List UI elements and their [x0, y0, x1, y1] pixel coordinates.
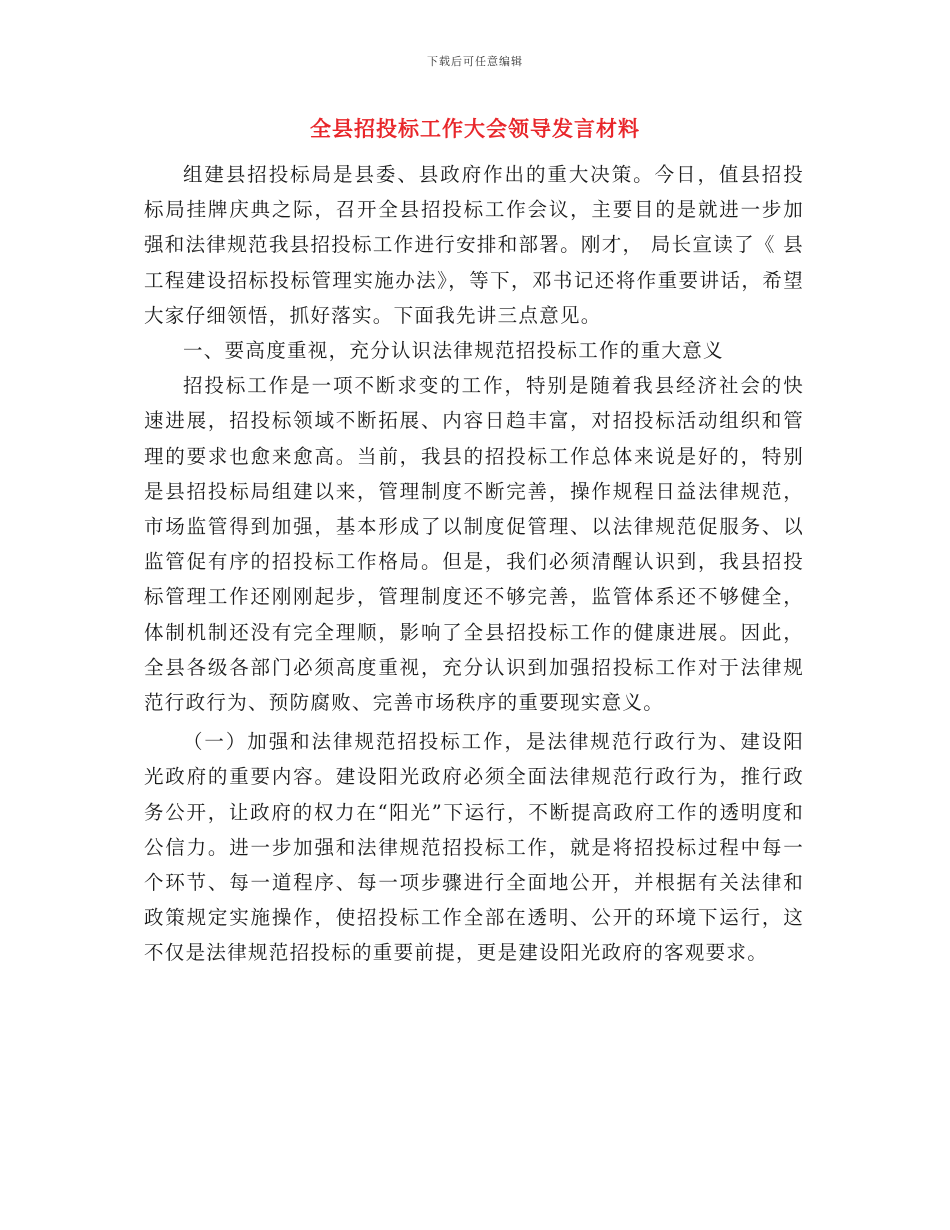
paragraph-intro: 组建县招投标局是县委、县政府作出的重大决策。今日，值县招投标局挂牌庆典之际，召开全县招投标工作会议，主要目的是就进一步加强和法律规范我县招投标工作进行安排和部署。刚才， 局长宣读了《 县工程建设招标投标管理实施办法》，等下，邓书记还将作重要讲话，希望大家仔细领悟，抓好落实。下面我先讲三点意见。 [144, 163, 804, 327]
section-heading-1: 一、要高度重视，充分认识法律规范招投标工作的重大意义 [183, 339, 724, 363]
paragraph-subsection-1: （一）加强和法律规范招投标工作，是法律规范行政行为、建设阳光政府的重要内容。建设阳光政府必须全面法律规范行政行为，推行政务公开，让政府的权力在“阳光”下运行，不断提高政府工作的透明度和公信力。进一步加强和法律规范招投标工作，就是将招投标过程中每一个环节、每一道程序、每一项步骤进行全面地公开，并根据有关法律和政策规定实施操作，使招投标工作全部在透明、公开的环境下运行，这不仅是法律规范招投标的重要前提，更是建设阳光政府的客观要求。 [144, 730, 804, 965]
document-body [144, 157, 804, 971]
header-note: 下载后可任意编辑 [427, 55, 523, 68]
paragraph-section-1: 招投标工作是一项不断求变的工作，特别是随着我县经济社会的快速进展，招投标领域不断拓展、内容日趋丰富，对招投标活动组织和管理的要求也愈来愈高。当前，我县的招投标工作总体来说是好的，特别是县招投标局组建以来，管理制度不断完善，操作规程日益法律规范，市场监管得到加强，基本形成了以制度促管理、以法律规范促服务、以监管促有序的招投标工作格局。但是，我们必须清醒认识到，我县招投标管理工作还刚刚起步，管理制度还不够完善，监管体系还不够健全，体制机制还没有完全理顺，影响了全县招投标工作的健康进展。因此，全县各级各部门必须高度重视，充分认识到加强招投标工作对于法律规范行政行为、预防腐败、完善市场秩序的重要现实意义。 [144, 374, 804, 715]
document-title: 全县招投标工作大会领导发言材料 [310, 116, 640, 141]
